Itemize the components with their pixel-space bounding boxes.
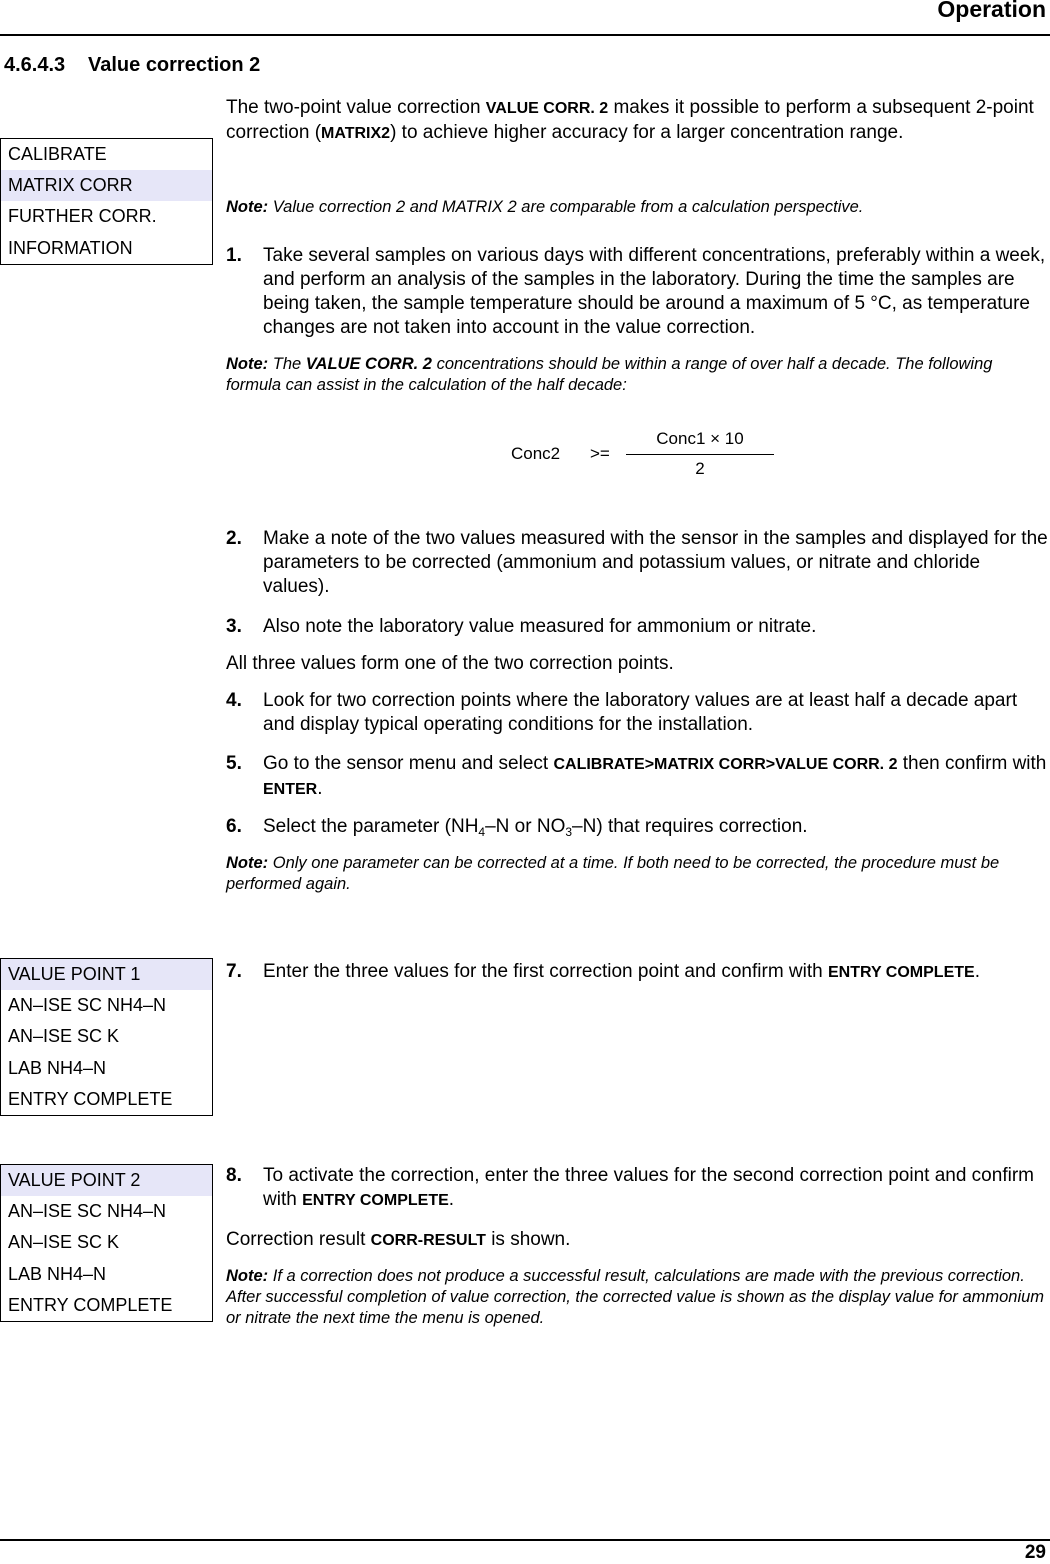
step-text: [263, 1164, 1048, 1213]
menu-value-point-1: [0, 958, 213, 1116]
intro-text: The two-point value correction: [226, 97, 486, 118]
step-text: –N) that requires correction.: [572, 816, 808, 837]
menu-item-information[interactable]: INFORMATION: [8, 237, 133, 258]
fraction-line: [626, 454, 774, 455]
menu-calibrate: [0, 138, 213, 265]
step-text: then confirm with: [897, 753, 1047, 774]
note-3: [226, 853, 1048, 895]
note-text: Value correction 2 and MATRIX 2 are comparable from a calculation perspective.: [268, 198, 864, 216]
menu-item-further-corr[interactable]: FURTHER CORR.: [8, 206, 157, 227]
note-label: Note:: [226, 198, 269, 216]
note-text: concentrations should be within a range of over half a decade. The following formula can assist in the calculation of the half decade:: [226, 355, 993, 394]
step-number: 7.: [226, 961, 242, 982]
formula-denominator: 2: [695, 459, 705, 478]
step-2: [226, 527, 1048, 599]
step-text: [263, 752, 1048, 802]
section-number: 4.6.4.3: [4, 54, 66, 76]
step-number: 8.: [226, 1165, 242, 1186]
step-number: 3.: [226, 616, 242, 637]
step-number: 1.: [226, 245, 242, 266]
menu-item-ise-k[interactable]: AN–ISE SC K: [8, 1232, 120, 1253]
header-rule: [0, 34, 1050, 36]
menu-item-lab-nh4[interactable]: LAB NH4–N: [8, 1263, 107, 1284]
step-number: 5.: [226, 753, 242, 774]
step-8: [226, 1164, 1048, 1213]
command-menu-path: CALIBRATE>MATRIX CORR>VALUE CORR. 2: [553, 756, 898, 773]
command-entry-complete: ENTRY COMPLETE: [302, 1192, 449, 1209]
note-4: [226, 1266, 1048, 1329]
step-text: [263, 960, 1048, 985]
step-number: 2.: [226, 528, 242, 549]
step-7: [226, 960, 1048, 985]
command-value-corr-2: VALUE CORR. 2: [305, 355, 432, 373]
step-3: [226, 615, 1048, 639]
page-number: 29: [1024, 1542, 1046, 1563]
step-text: Enter the three values for the first correction point and confirm with: [263, 961, 828, 982]
menu-item-lab-nh4[interactable]: LAB NH4–N: [8, 1057, 107, 1078]
step-text: .: [317, 778, 323, 799]
formula-numerator: Conc1 × 10: [656, 429, 744, 448]
result-text: is shown.: [485, 1229, 571, 1250]
all-three-paragraph: All three values form one of the two correction points.: [226, 653, 674, 674]
step-number: 6.: [226, 816, 242, 837]
subscript: 4: [478, 825, 486, 839]
menu-item-ise-nh4[interactable]: AN–ISE SC NH4–N: [8, 995, 167, 1016]
intro-paragraph: [226, 96, 1048, 146]
note-text: The: [268, 355, 306, 373]
step-5: [226, 752, 1048, 802]
step-text: [263, 815, 1048, 839]
step-text: Look for two correction points where the laboratory values are at least half a decade apart and display typical operating conditions for the installation.: [263, 690, 1018, 735]
menu-item-value-point-1[interactable]: VALUE POINT 1: [1, 959, 212, 990]
command-matrix2: MATRIX2: [321, 125, 391, 142]
note-1: [226, 197, 1048, 218]
step-text: Also note the laboratory value measured for ammonium or nitrate.: [263, 616, 817, 637]
section-title: Value correction 2: [88, 54, 261, 76]
note-label: Note:: [226, 1267, 269, 1285]
formula-lhs: Conc2: [511, 444, 561, 463]
command-enter: ENTER: [263, 781, 318, 798]
command-corr-result: CORR-RESULT: [370, 1232, 486, 1249]
correction-result-paragraph: [226, 1228, 1048, 1253]
step-1: [226, 244, 1048, 340]
intro-text: ) to achieve higher accuracy for a larger concentration range.: [390, 122, 904, 143]
step-number: 4.: [226, 690, 242, 711]
note-2: [226, 354, 1048, 396]
header-title: Operation: [937, 0, 1046, 22]
subscript: 3: [565, 825, 573, 839]
menu-item-matrix-corr[interactable]: MATRIX CORR: [1, 170, 212, 201]
menu-item-entry-complete[interactable]: ENTRY COMPLETE: [8, 1088, 173, 1109]
step-6: [226, 815, 1048, 839]
menu-item-ise-k[interactable]: AN–ISE SC K: [8, 1026, 120, 1047]
command-value-corr-2: VALUE CORR. 2: [485, 100, 609, 117]
note-label: Note:: [226, 854, 269, 872]
section-heading: [4, 54, 260, 77]
step-text: –N or NO: [485, 816, 566, 837]
formula-operator: >=: [590, 444, 610, 463]
step-4: [226, 689, 1048, 737]
command-entry-complete: ENTRY COMPLETE: [828, 964, 975, 981]
menu-item-entry-complete[interactable]: ENTRY COMPLETE: [8, 1294, 173, 1315]
note-text: If a correction does not produce a successful result, calculations are made with the previous correction. After successful completion of value correction, the corrected value is shown as the display value for ammonium or nitrate the next time the menu is opened.: [226, 1267, 1045, 1327]
menu-value-point-2: [0, 1164, 213, 1322]
menu-item-value-point-2[interactable]: VALUE POINT 2: [1, 1165, 212, 1196]
step-text: Go to the sensor menu and select: [263, 753, 554, 774]
footer-rule: [0, 1539, 1050, 1541]
step-text: .: [974, 961, 980, 982]
menu-item-ise-nh4[interactable]: AN–ISE SC NH4–N: [8, 1201, 167, 1222]
note-label: Note:: [226, 355, 269, 373]
step-text: To activate the correction, enter the three values for the second correction point and confirm with: [263, 1165, 1034, 1210]
step-text: Make a note of the two values measured with the sensor in the samples and displayed for the parameters to be corrected (ammonium and potassium values, or nitrate and chloride values).: [263, 528, 1048, 597]
step-text: Take several samples on various days with different concentrations, preferably within a week, and perform an analysis of the samples in the laboratory. During the time the samples are being taken, the sample temperature should be around a maximum of 5 °C, as temperature changes are not taken into account in the value correction.: [263, 245, 1046, 338]
result-text: Correction result: [226, 1229, 371, 1250]
intro-text: makes it possible to perform a subsequent 2-point correction (: [226, 97, 1034, 143]
menu-item-calibrate[interactable]: CALIBRATE: [8, 144, 107, 164]
note-text: Only one parameter can be corrected at a time. If both need to be corrected, the procedure must be performed again.: [226, 854, 1000, 893]
step-text: Select the parameter (NH: [263, 816, 479, 837]
step-text: .: [448, 1189, 455, 1210]
